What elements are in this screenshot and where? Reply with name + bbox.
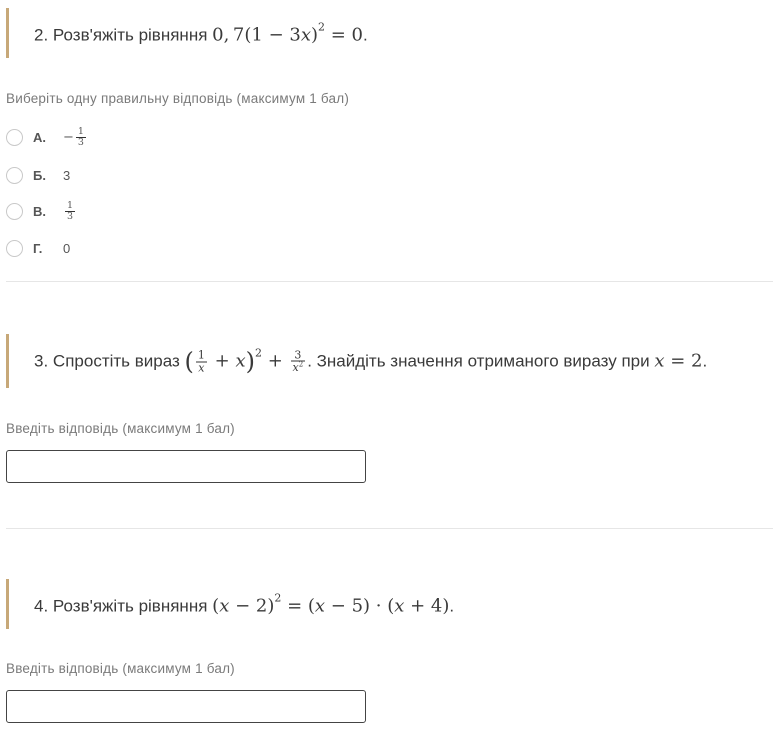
option-b-value: 3 xyxy=(63,167,71,183)
question-4-header xyxy=(6,579,773,629)
question-4-number: 4. xyxy=(34,596,49,616)
option-d-letter: Г. xyxy=(33,240,43,256)
question-4-prompt: Розв'яжіть рівняння xyxy=(52,596,208,616)
question-3-expression: ( $\frac{1}{x}$ + x)$^2$ + $\frac{3}{x^2}$ xyxy=(184,346,304,376)
option-b[interactable] xyxy=(6,164,70,186)
question-2-text: 2. Розв'яжіть рівняння 0, $7(1 - 3x)^2 = 0$. xyxy=(34,20,368,46)
option-c-value: $\frac{1}{3}$ xyxy=(67,199,74,222)
question-4-instruction: Введіть відповідь (максимум 1 бал) xyxy=(6,661,235,676)
question-4-answer-input[interactable] xyxy=(6,690,366,723)
radio-option-d[interactable] xyxy=(6,240,23,257)
question-4-text: 4. Розв'яжіть рівняння $(x - 2)^2 = (x - 5) \cdot (x + 4)$. xyxy=(34,591,455,617)
question-2-number: 2. xyxy=(34,25,49,45)
question-3-instruction: Введіть відповідь (максимум 1 бал) xyxy=(6,421,235,436)
divider xyxy=(6,528,773,529)
radio-option-c[interactable] xyxy=(6,203,23,220)
question-2-header xyxy=(6,8,773,58)
question-3-header xyxy=(6,334,773,388)
question-3-text: 3. Спростіть вираз ( $\frac{1}{x}$ + x)$^2$ + $\frac{3}{x^2}$ . Знайдіть значення отриманого виразу при x = 2. xyxy=(34,346,708,376)
question-2-equation: 0, $7(1 - 3x)^2 = 0$ xyxy=(212,20,364,46)
option-c[interactable] xyxy=(6,200,77,222)
option-d-value: 0 xyxy=(63,240,71,256)
question-2-prompt: Розв'яжіть рівняння xyxy=(52,25,208,45)
question-3-prompt: Спростіть вираз xyxy=(52,351,180,371)
question-4-equation: $(x - 2)^2 = (x - 5) \cdot (x + 4)$ xyxy=(212,591,450,617)
option-b-letter: Б. xyxy=(33,167,46,183)
option-d[interactable] xyxy=(6,237,70,259)
radio-option-a[interactable] xyxy=(6,129,23,146)
option-a[interactable] xyxy=(6,126,88,148)
option-a-value: − $\frac{1}{3}$ xyxy=(63,125,84,148)
question-2-instruction: Виберіть одну правильну відповідь (максимум 1 бал) xyxy=(6,91,350,106)
option-a-letter: А. xyxy=(33,129,46,145)
option-c-letter: В. xyxy=(33,203,46,219)
question-3-condition: x = 2 xyxy=(654,350,703,372)
divider xyxy=(6,281,773,282)
question-3-answer-input[interactable] xyxy=(6,450,366,483)
question-3-number: 3. xyxy=(34,351,49,371)
question-3-prompt-after: . Знайдіть значення отриманого виразу при xyxy=(307,351,650,371)
radio-option-b[interactable] xyxy=(6,167,23,184)
